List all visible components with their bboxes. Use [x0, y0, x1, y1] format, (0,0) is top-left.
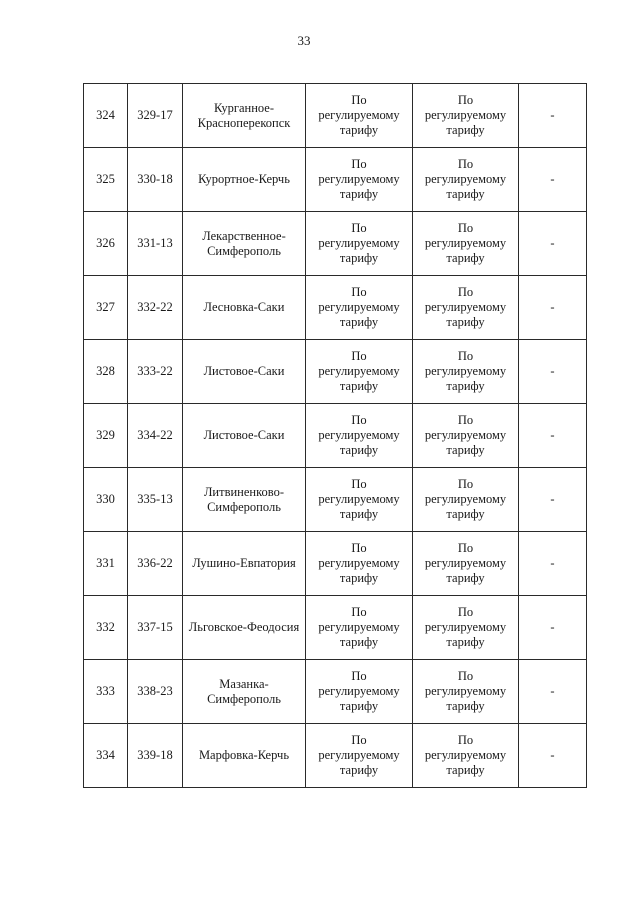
routes-table — [83, 83, 587, 788]
route-code: 331-13 — [128, 212, 183, 276]
tariff-cell: По регулируемому тарифу — [306, 276, 413, 340]
row-number: 331 — [84, 532, 128, 596]
route-name: Курортное-Керчь — [183, 148, 306, 212]
row-number: 330 — [84, 468, 128, 532]
route-name: Листовое-Саки — [183, 340, 306, 404]
route-name: Мазанка- Симферополь — [183, 660, 306, 724]
dash-cell: - — [519, 596, 587, 660]
route-name: Льговское-Феодосия — [183, 596, 306, 660]
dash-cell: - — [519, 660, 587, 724]
row-number: 333 — [84, 660, 128, 724]
tariff-cell: По регулируемому тарифу — [306, 340, 413, 404]
route-code: 338-23 — [128, 660, 183, 724]
route-code: 337-15 — [128, 596, 183, 660]
table-row — [84, 660, 587, 724]
tariff-cell: По регулируемому тарифу — [413, 340, 519, 404]
page-number: 33 — [297, 33, 311, 48]
row-number: 329 — [84, 404, 128, 468]
tariff-cell: По регулируемому тарифу — [306, 468, 413, 532]
tariff-cell: По регулируемому тарифу — [413, 660, 519, 724]
route-name: Марфовка-Керчь — [183, 724, 306, 788]
tariff-cell: По регулируемому тарифу — [413, 532, 519, 596]
tariff-cell: По регулируемому тарифу — [413, 596, 519, 660]
row-number: 325 — [84, 148, 128, 212]
table-row — [84, 148, 587, 212]
tariff-cell: По регулируемому тарифу — [306, 404, 413, 468]
tariff-cell: По регулируемому тарифу — [306, 660, 413, 724]
tariff-cell: По регулируемому тарифу — [413, 84, 519, 148]
table-row — [84, 404, 587, 468]
row-number: 327 — [84, 276, 128, 340]
dash-cell: - — [519, 724, 587, 788]
dash-cell: - — [519, 404, 587, 468]
row-number: 324 — [84, 84, 128, 148]
dash-cell: - — [519, 340, 587, 404]
dash-cell: - — [519, 212, 587, 276]
tariff-cell: По регулируемому тарифу — [306, 148, 413, 212]
route-name: Листовое-Саки — [183, 404, 306, 468]
route-name: Лекарственное- Симферополь — [183, 212, 306, 276]
tariff-cell: По регулируемому тарифу — [413, 276, 519, 340]
dash-cell: - — [519, 276, 587, 340]
tariff-cell: По регулируемому тарифу — [306, 84, 413, 148]
tariff-cell: По регулируемому тарифу — [306, 532, 413, 596]
route-code: 329-17 — [128, 84, 183, 148]
table-row — [84, 276, 587, 340]
route-name: Курганное- Красноперекопск — [183, 84, 306, 148]
row-number: 334 — [84, 724, 128, 788]
table-row — [84, 596, 587, 660]
table-row — [84, 340, 587, 404]
tariff-cell: По регулируемому тарифу — [306, 212, 413, 276]
table-row — [84, 532, 587, 596]
dash-cell: - — [519, 84, 587, 148]
row-number: 332 — [84, 596, 128, 660]
route-code: 333-22 — [128, 340, 183, 404]
table-row — [84, 84, 587, 148]
route-code: 335-13 — [128, 468, 183, 532]
tariff-cell: По регулируемому тарифу — [413, 468, 519, 532]
route-name: Лесновка-Саки — [183, 276, 306, 340]
dash-cell: - — [519, 532, 587, 596]
row-number: 326 — [84, 212, 128, 276]
route-code: 330-18 — [128, 148, 183, 212]
row-number: 328 — [84, 340, 128, 404]
tariff-cell: По регулируемому тарифу — [306, 724, 413, 788]
tariff-cell: По регулируемому тарифу — [413, 724, 519, 788]
tariff-cell: По регулируемому тарифу — [413, 404, 519, 468]
tariff-cell: По регулируемому тарифу — [306, 596, 413, 660]
routes-table-body — [84, 84, 587, 788]
route-name: Лушино-Евпатория — [183, 532, 306, 596]
dash-cell: - — [519, 468, 587, 532]
table-row — [84, 468, 587, 532]
tariff-cell: По регулируемому тарифу — [413, 148, 519, 212]
table-row — [84, 724, 587, 788]
route-code: 332-22 — [128, 276, 183, 340]
dash-cell: - — [519, 148, 587, 212]
route-code: 336-22 — [128, 532, 183, 596]
route-code: 339-18 — [128, 724, 183, 788]
route-name: Литвиненково- Симферополь — [183, 468, 306, 532]
route-code: 334-22 — [128, 404, 183, 468]
table-row — [84, 212, 587, 276]
tariff-cell: По регулируемому тарифу — [413, 212, 519, 276]
